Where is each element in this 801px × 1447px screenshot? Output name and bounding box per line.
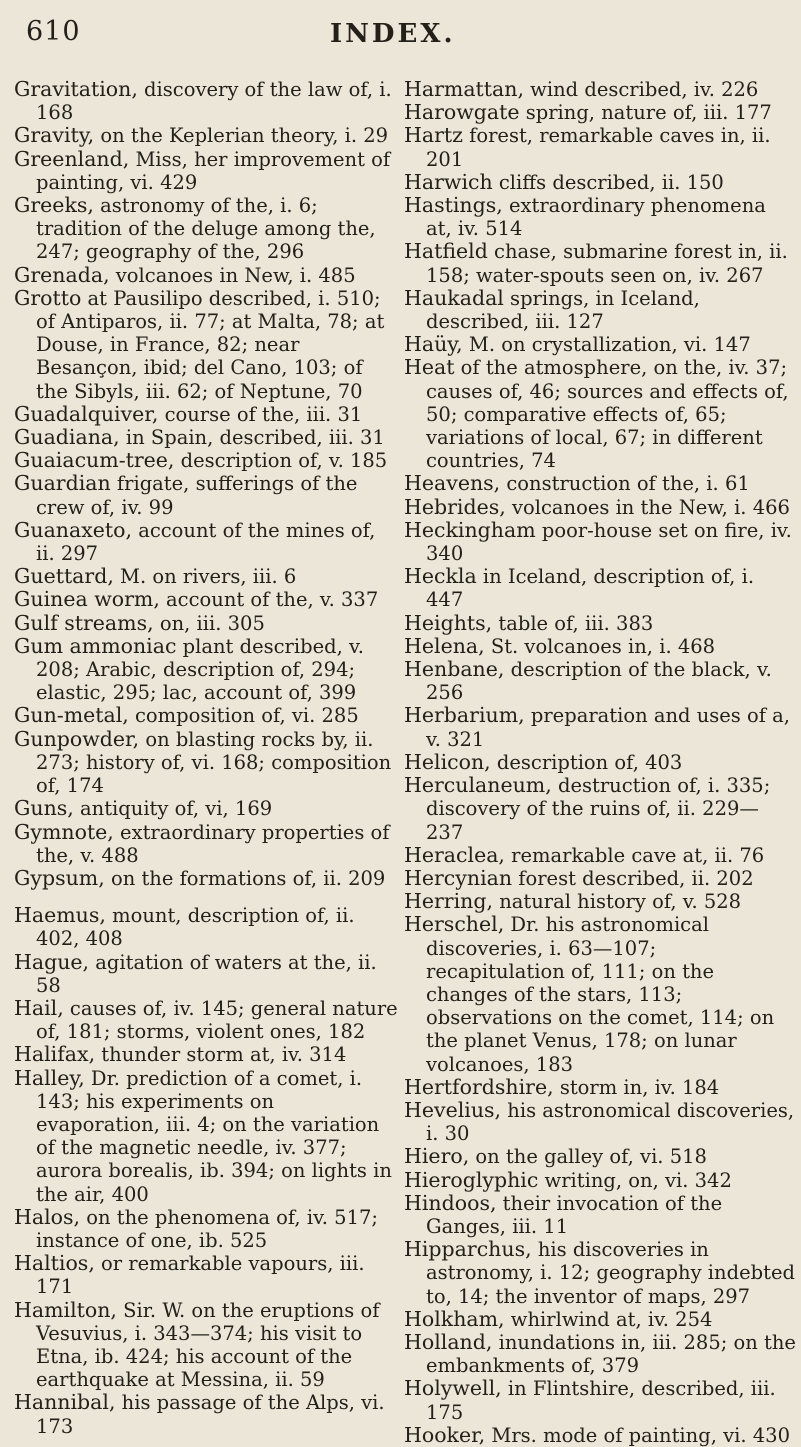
index-entry bbox=[404, 171, 796, 194]
index-entry bbox=[14, 821, 399, 867]
index-headword: Hipparchus, bbox=[404, 1237, 532, 1262]
index-headword: Guns, bbox=[14, 796, 74, 821]
index-references: description of, 403 bbox=[490, 750, 683, 774]
index-references: at Pausilipo described, i. 510; of Antiparos, ii. 77; at Malta, 78; at Douse, in France, 82; near Besançon, ibid; del Cano, 103; of the Sibyls, iii. 62; of Neptune, 70 bbox=[36, 286, 385, 403]
index-entry bbox=[14, 287, 399, 403]
index-references: extraordinary phenomena at, iv. 514 bbox=[426, 194, 766, 241]
index-entry bbox=[14, 449, 399, 472]
index-headword: Gymnote, bbox=[14, 819, 114, 844]
index-entry bbox=[404, 565, 796, 611]
index-column-right bbox=[404, 78, 796, 1447]
index-references: on the formations of, ii. 209 bbox=[104, 866, 386, 890]
running-head: INDEX. bbox=[330, 19, 456, 49]
index-references: Miss, her improvement of painting, vi. 429 bbox=[36, 147, 391, 194]
index-references: in Flintshire, described, iii. 175 bbox=[426, 1377, 776, 1424]
index-headword: Heckingham bbox=[404, 517, 536, 542]
index-headword: Harmattan, bbox=[404, 77, 524, 101]
index-headword: Holland, bbox=[404, 1329, 493, 1354]
index-entry bbox=[404, 1192, 796, 1238]
index-headword: Heights, bbox=[404, 610, 493, 635]
index-entry bbox=[404, 356, 796, 472]
index-entry bbox=[404, 194, 796, 240]
index-references: poor-house set on fire, iv. 340 bbox=[426, 518, 792, 566]
index-references: his passage of the Alps, vi. 173 bbox=[36, 1391, 385, 1438]
index-entry bbox=[14, 1252, 399, 1298]
index-entry bbox=[404, 240, 796, 286]
index-entry bbox=[14, 704, 399, 727]
index-entry bbox=[404, 774, 796, 844]
index-references: inundations in, iii. 285; on the embankments of, 379 bbox=[426, 1330, 796, 1378]
index-references: on the phenomena of, iv. 517; instance of one, ib. 525 bbox=[36, 1205, 378, 1252]
index-references: their invocation of the Ganges, iii. 11 bbox=[426, 1191, 723, 1238]
index-entry bbox=[404, 1169, 796, 1192]
index-headword: Helicon, bbox=[404, 749, 491, 774]
index-references: writing, on, vi. 342 bbox=[538, 1168, 732, 1192]
index-headword: Grenada, bbox=[14, 262, 110, 287]
index-references: description of the black, v. 256 bbox=[426, 658, 772, 705]
index-entry bbox=[404, 704, 796, 750]
index-references: plant described, v. 208; Arabic, description of, 294; elastic, 295; lac, account of, 399 bbox=[36, 634, 364, 705]
index-references: agitation of waters at the, ii. 58 bbox=[36, 950, 377, 997]
index-headword: Guanaxeto, bbox=[14, 517, 133, 542]
index-headword: Hevelius, bbox=[404, 1097, 502, 1122]
index-headword: Greenland, bbox=[14, 146, 130, 171]
index-column-left bbox=[14, 78, 399, 1438]
index-references: causes of, iv. 145; general nature of, 181; storms, violent ones, 182 bbox=[36, 996, 398, 1044]
index-headword: Haüy, bbox=[404, 332, 463, 357]
index-entry bbox=[404, 1331, 796, 1377]
index-entry bbox=[404, 124, 796, 170]
index-entry bbox=[14, 78, 399, 124]
index-references: volcanoes in New, i. 485 bbox=[109, 263, 356, 287]
index-entry bbox=[404, 635, 796, 658]
index-headword: Grotto bbox=[14, 285, 82, 310]
index-headword: Gum ammoniac bbox=[14, 633, 177, 658]
index-entry bbox=[404, 1377, 796, 1423]
index-headword: Guettard, bbox=[14, 564, 114, 589]
index-entry bbox=[14, 728, 399, 798]
index-headword: Gun-metal, bbox=[14, 703, 129, 728]
section-spacer bbox=[14, 890, 399, 904]
index-references: astronomy of the, i. 6; tradition of the deluge among the, 247; geography of the, 296 bbox=[36, 194, 376, 264]
index-headword: Gravity, bbox=[14, 123, 95, 148]
page-number: 610 bbox=[26, 16, 81, 47]
index-references: forest described, ii. 202 bbox=[512, 866, 754, 890]
index-headword: Halley, bbox=[14, 1065, 85, 1090]
index-headword: Hebrides, bbox=[404, 494, 506, 519]
index-headword: Haukadal bbox=[404, 285, 504, 310]
index-references: description of, v. 185 bbox=[174, 449, 388, 473]
index-references: on blasting rocks by, ii. 273; history of, vi. 168; composition of, 174 bbox=[36, 727, 392, 798]
index-entry bbox=[404, 333, 796, 356]
index-references: volcanoes in the New, i. 466 bbox=[505, 495, 790, 519]
index-references: storm in, iv. 184 bbox=[553, 1075, 720, 1099]
index-entry bbox=[404, 890, 796, 913]
index-entry bbox=[14, 1067, 399, 1206]
index-entry bbox=[14, 1043, 399, 1066]
index-entry bbox=[14, 264, 399, 287]
index-entry bbox=[404, 1076, 796, 1099]
index-headword: Hatfield bbox=[404, 239, 488, 264]
index-headword: Haltios, bbox=[14, 1251, 95, 1276]
index-headword: Hamilton, bbox=[14, 1297, 117, 1322]
index-entry bbox=[404, 101, 796, 124]
index-entry bbox=[14, 904, 399, 950]
index-references: in Iceland, description of, i. 447 bbox=[426, 565, 755, 612]
index-headword: Henbane, bbox=[404, 657, 505, 682]
index-references: preparation and uses of a, v. 321 bbox=[426, 704, 790, 751]
index-headword: Heraclea, bbox=[404, 842, 505, 867]
index-headword: Hastings, bbox=[404, 193, 503, 218]
index-headword: Helena, bbox=[404, 633, 485, 658]
index-headword: Herschel, bbox=[404, 912, 505, 937]
index-references: of the atmosphere, on the, iv. 37; causes of, 46; sources and effects of, 50; comparative effects of, 65; variations of local, 67; in different countries, 74 bbox=[426, 356, 789, 473]
index-headword: Gravitation, bbox=[14, 77, 138, 101]
index-headword: Guaiacum-tree, bbox=[14, 448, 175, 473]
index-entry bbox=[14, 124, 399, 147]
index-headword: Gunpowder, bbox=[14, 726, 140, 751]
index-headword: Haemus, bbox=[14, 903, 106, 928]
index-references: wind described, iv. 226 bbox=[523, 78, 759, 101]
index-entry bbox=[404, 519, 796, 565]
index-entry bbox=[404, 287, 796, 333]
index-references: Dr. his astronomical discoveries, i. 63—107; recapitulation of, 111; on the changes of the stars, 113; observations on the comet, 114; on the planet Venus, 178; on lunar volcanoes, 183 bbox=[426, 913, 775, 1076]
index-references: construction of the, i. 61 bbox=[500, 472, 750, 496]
index-references: discovery of the law of, i. 168 bbox=[36, 78, 392, 125]
index-references: whirlwind at, iv. 254 bbox=[504, 1307, 713, 1331]
index-headword: Gypsum, bbox=[14, 865, 105, 890]
index-entry bbox=[14, 997, 399, 1043]
index-references: on, iii. 305 bbox=[153, 611, 265, 635]
index-entry bbox=[404, 612, 796, 635]
index-headword: Harowgate bbox=[404, 100, 520, 125]
index-entry bbox=[404, 1308, 796, 1331]
index-headword: Herculaneum, bbox=[404, 773, 552, 798]
index-references: his discoveries in astronomy, i. 12; geography indebted to, 14; the inventor of maps, 297 bbox=[426, 1238, 795, 1308]
index-headword: Hieroglyphic bbox=[404, 1167, 539, 1192]
index-entry bbox=[14, 565, 399, 588]
index-references: forest, remarkable caves in, ii. 201 bbox=[426, 124, 771, 171]
index-references: St. volcanoes in, i. 468 bbox=[484, 634, 716, 658]
index-references: Dr. prediction of a comet, i. 143; his experiments on evaporation, iii. 4; on the variation of the magnetic needle, iv. 377; aurora borealis, ib. 394; on lights in the air, 400 bbox=[36, 1066, 392, 1206]
index-entry bbox=[404, 472, 796, 495]
index-references: mount, description of, ii. 402, 408 bbox=[36, 904, 355, 951]
index-references: natural history of, v. 528 bbox=[493, 890, 742, 914]
index-references: Mrs. mode of painting, vi. 430 bbox=[485, 1423, 790, 1447]
index-entry bbox=[404, 496, 796, 519]
index-headword: Guadalquiver, bbox=[14, 401, 159, 426]
index-entry bbox=[14, 1206, 399, 1252]
index-entry bbox=[14, 148, 399, 194]
index-references: in Spain, described, iii. 31 bbox=[119, 426, 385, 450]
index-headword: Hague, bbox=[14, 949, 90, 974]
index-references: frigate, sufferings of the crew of, iv. 99 bbox=[36, 472, 358, 519]
index-references: Sir. W. on the eruptions of Vesuvius, i. 343—374; his visit to Etna, ib. 424; his account of the earthquake at Messina, ii. 59 bbox=[36, 1298, 380, 1392]
index-headword: Holywell, bbox=[404, 1376, 502, 1401]
index-headword: Guardian bbox=[14, 471, 111, 496]
index-headword: Gulf streams, bbox=[14, 610, 154, 635]
index-entry bbox=[14, 612, 399, 635]
index-references: his astronomical discoveries, i. 30 bbox=[426, 1098, 795, 1146]
index-headword: Holkham, bbox=[404, 1306, 505, 1331]
index-headword: Hercynian bbox=[404, 865, 513, 890]
index-entry bbox=[404, 913, 796, 1075]
index-references: M. on rivers, iii. 6 bbox=[113, 565, 297, 589]
index-entry bbox=[14, 519, 399, 565]
index-references: course of the, iii. 31 bbox=[158, 402, 363, 426]
index-headword: Heckla bbox=[404, 564, 477, 589]
index-headword: Halifax, bbox=[14, 1042, 96, 1067]
index-entry bbox=[14, 951, 399, 997]
index-entry bbox=[14, 194, 399, 264]
index-references: account of the, v. 337 bbox=[159, 588, 379, 612]
index-headword: Herring, bbox=[404, 889, 494, 914]
index-references: antiquity of, vi, 169 bbox=[73, 797, 273, 821]
index-entry bbox=[404, 844, 796, 867]
index-headword: Heat bbox=[404, 355, 455, 380]
index-entry bbox=[14, 797, 399, 820]
index-entry bbox=[14, 1391, 399, 1437]
index-entry bbox=[404, 1099, 796, 1145]
index-references: destruction of, i. 335; discovery of the ruins of, ii. 229—237 bbox=[426, 774, 771, 844]
index-references: account of the mines of, ii. 297 bbox=[36, 518, 376, 566]
index-references: cliffs described, ii. 150 bbox=[492, 170, 724, 194]
index-headword: Heavens, bbox=[404, 471, 501, 496]
index-references: thunder storm at, iv. 314 bbox=[95, 1043, 347, 1067]
index-references: composition of, vi. 285 bbox=[128, 704, 359, 728]
index-headword: Guinea worm, bbox=[14, 587, 160, 612]
index-headword: Hertfordshire, bbox=[404, 1074, 554, 1099]
index-entry bbox=[14, 1299, 399, 1392]
index-references: extraordinary properties of the, v. 488 bbox=[36, 820, 390, 867]
index-references: chase, submarine forest in, ii. 158; water-spouts seen on, iv. 267 bbox=[426, 240, 788, 287]
index-entry bbox=[14, 426, 399, 449]
index-headword: Guadiana, bbox=[14, 425, 120, 450]
index-entry bbox=[14, 867, 399, 890]
index-headword: Harwich bbox=[404, 169, 493, 194]
index-entry bbox=[14, 635, 399, 705]
index-entry bbox=[404, 78, 796, 101]
index-references: springs, in Iceland, described, iii. 127 bbox=[426, 286, 700, 334]
index-headword: Hooker, bbox=[404, 1422, 486, 1447]
index-references: on the Keplerian theory, i. 29 bbox=[94, 124, 389, 148]
index-headword: Hindoos, bbox=[404, 1190, 497, 1215]
index-entry bbox=[404, 1238, 796, 1308]
index-entry bbox=[14, 403, 399, 426]
index-headword: Herbarium, bbox=[404, 703, 525, 728]
index-entry bbox=[14, 588, 399, 611]
index-entry bbox=[404, 1424, 796, 1447]
index-headword: Halos, bbox=[14, 1204, 81, 1229]
index-references: spring, nature of, iii. 177 bbox=[519, 101, 772, 125]
index-entry bbox=[14, 472, 399, 518]
index-references: table of, iii. 383 bbox=[492, 611, 654, 635]
index-headword: Hartz bbox=[404, 123, 463, 148]
index-references: M. on crystallization, vi. 147 bbox=[462, 333, 751, 357]
index-references: remarkable cave at, ii. 76 bbox=[504, 843, 765, 867]
index-headword: Hannibal, bbox=[14, 1390, 116, 1415]
page-header bbox=[0, 14, 801, 54]
index-entry bbox=[404, 658, 796, 704]
index-references: or remarkable vapours, iii. 171 bbox=[36, 1252, 365, 1299]
index-headword: Hail, bbox=[14, 995, 64, 1020]
index-entry bbox=[404, 751, 796, 774]
index-entry bbox=[404, 1145, 796, 1168]
index-references: on the galley of, vi. 518 bbox=[469, 1145, 707, 1169]
index-headword: Greeks, bbox=[14, 193, 94, 218]
index-headword: Hiero, bbox=[404, 1144, 470, 1169]
index-entry bbox=[404, 867, 796, 890]
